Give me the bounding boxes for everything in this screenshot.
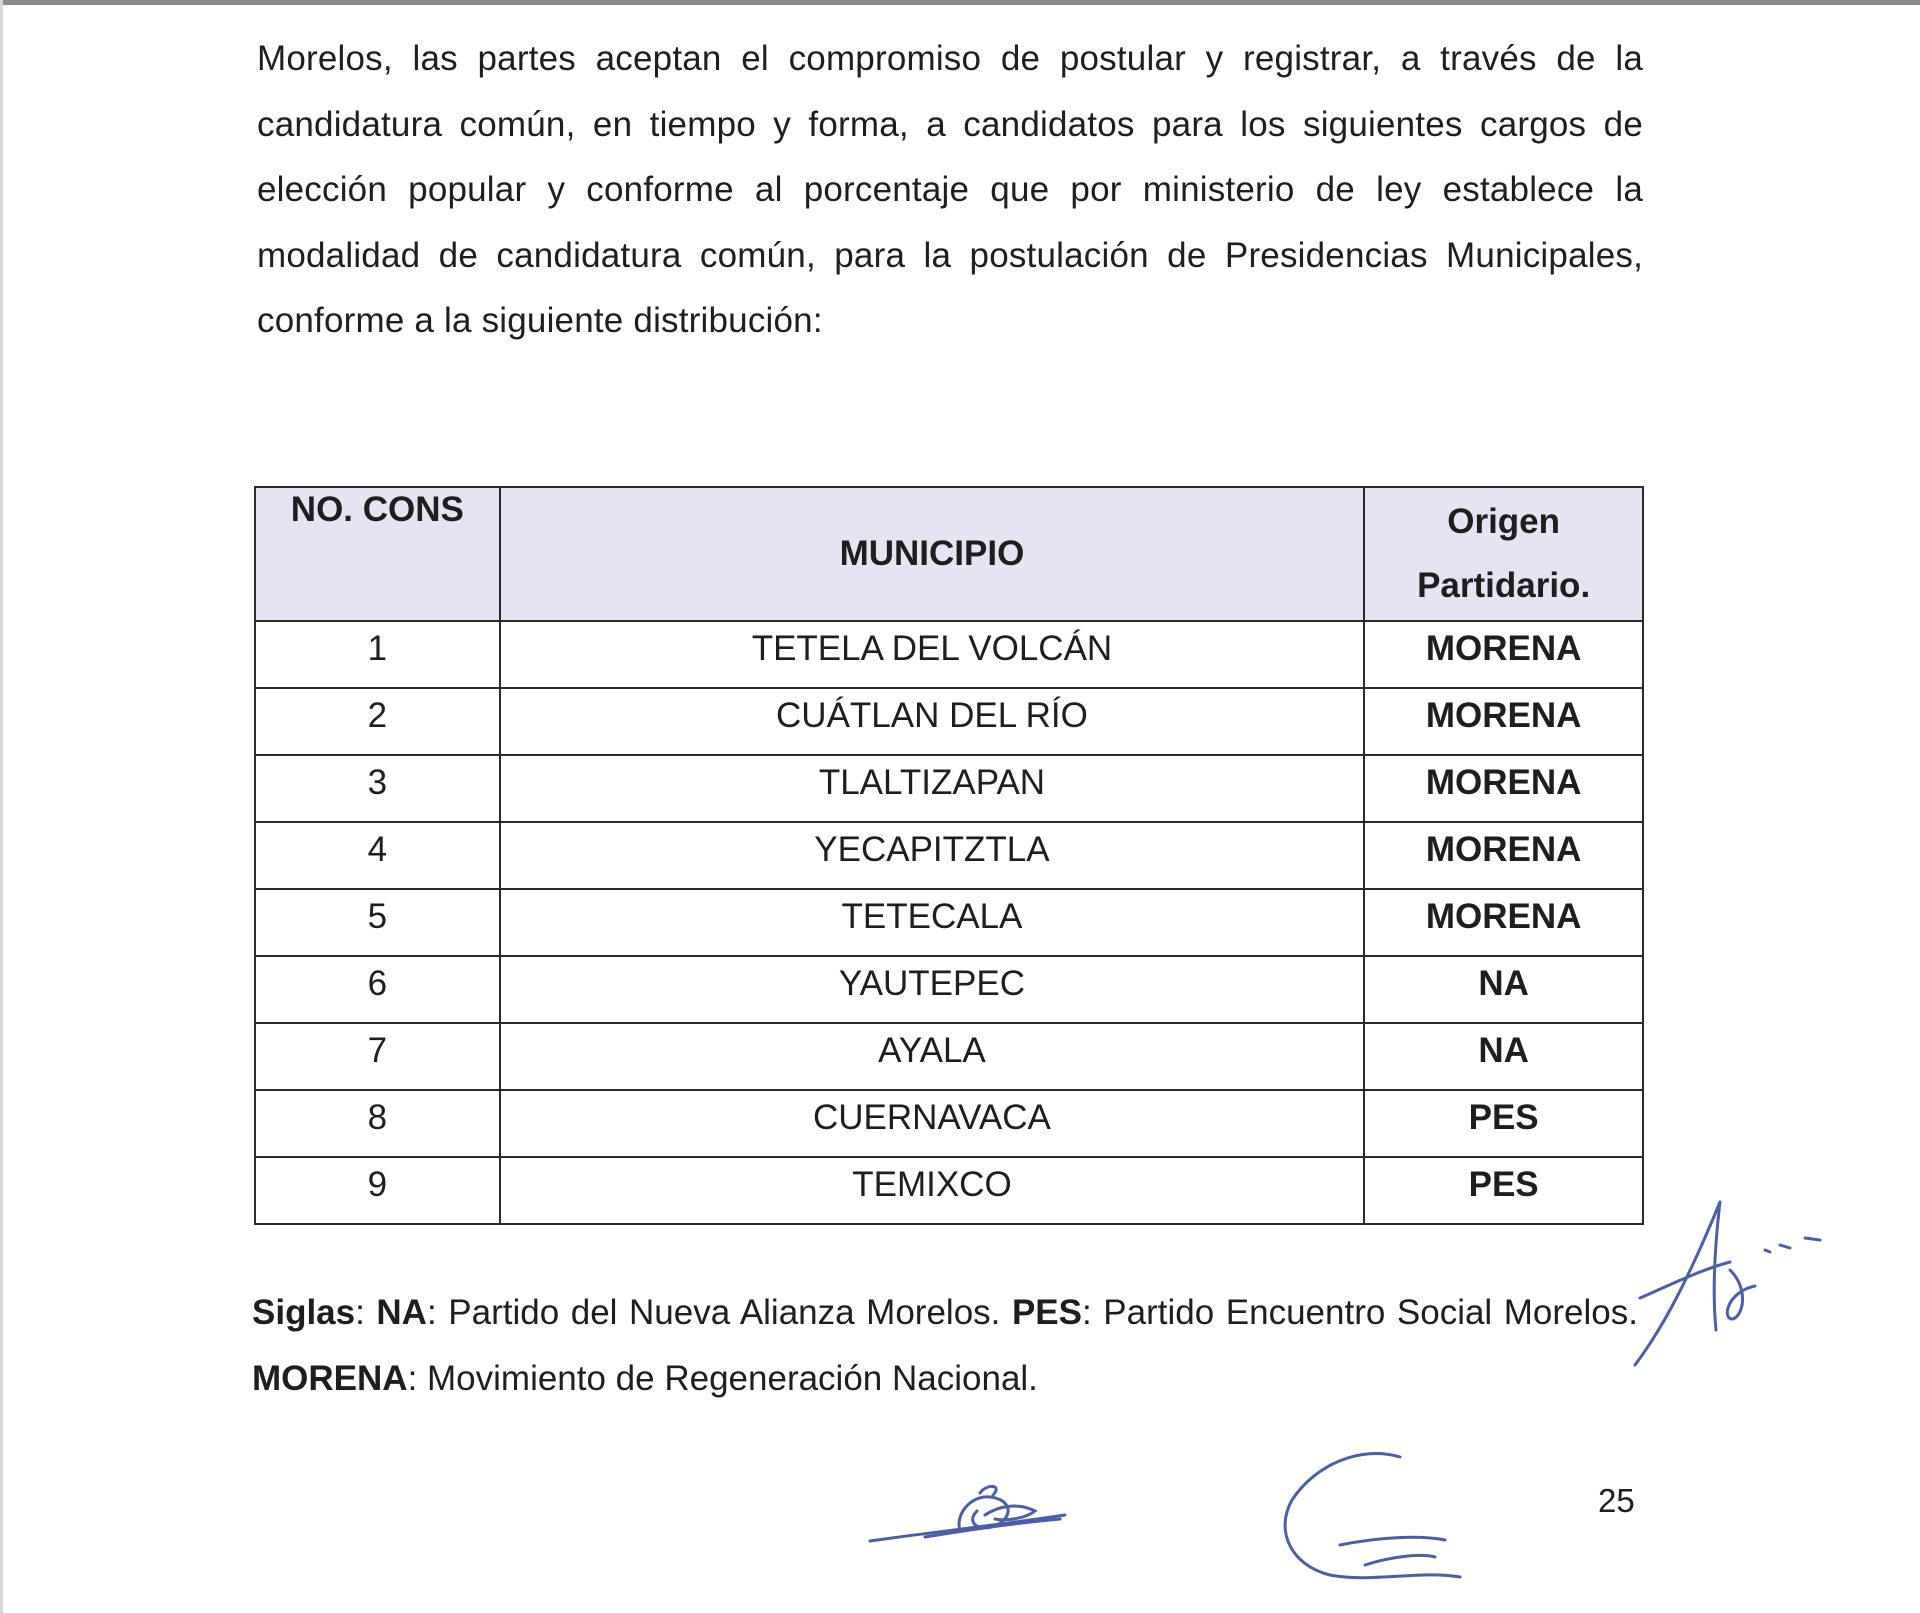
sigla-pes: PES: [1011, 1293, 1082, 1332]
sigla-morena-text: : Movimiento de Regeneración Nacional.: [407, 1358, 1038, 1398]
header-origen-partidario: [1364, 487, 1643, 621]
page-top-edge: [0, 0, 1920, 5]
cell-no: 9: [255, 1157, 500, 1224]
header-origen-line1: Origen: [1447, 502, 1561, 541]
sigla-morena: MORENA: [252, 1358, 408, 1398]
signature-right-margin: [1620, 1190, 1840, 1380]
cell-municipio: CUERNAVACA: [500, 1090, 1365, 1157]
cell-no: 2: [255, 688, 500, 755]
table-row: [255, 822, 1643, 889]
cell-municipio: TETELA DEL VOLCÁN: [500, 621, 1365, 688]
sigla-na-text: : Partido del Nueva Alianza Morelos.: [426, 1293, 1012, 1332]
table-row: [255, 621, 1643, 688]
table-row: [255, 889, 1643, 956]
table-row: [255, 1157, 1643, 1224]
table-row: [255, 688, 1643, 755]
cell-municipio: CUÁTLAN DEL RÍO: [500, 688, 1365, 755]
cell-origen: MORENA: [1364, 621, 1643, 688]
cell-no: 8: [255, 1090, 500, 1157]
cell-no: 4: [255, 822, 500, 889]
cell-municipio: TETECALA: [500, 889, 1365, 956]
cell-no: 7: [255, 1023, 500, 1090]
table-row: [255, 1090, 1643, 1157]
cell-municipio: YECAPITZTLA: [500, 822, 1365, 889]
header-origen-line2: Partidario.: [1417, 566, 1591, 605]
cell-origen: NA: [1364, 1023, 1643, 1090]
table-row: [255, 1023, 1643, 1090]
cell-no: 6: [255, 956, 500, 1023]
page-left-edge: [0, 0, 3, 1613]
cell-no: 3: [255, 755, 500, 822]
table-header-row: [255, 487, 1643, 621]
cell-origen: PES: [1364, 1157, 1643, 1224]
intro-paragraph: Morelos, las partes aceptan el compromiso de postular y registrar, a través de la candidatura común, en tiempo y forma, a candidatos para los siguientes cargos de elección popular y conforme al porcentaje que por ministerio de ley establece la modalidad de candidatura común, para la postulación de Presidencias Municipales, conforme a la siguiente distribución:: [257, 39, 1643, 340]
cell-municipio: AYALA: [500, 1023, 1365, 1090]
cell-origen: NA: [1364, 956, 1643, 1023]
signature-bottom-right: [1270, 1445, 1480, 1595]
cell-origen: PES: [1364, 1090, 1643, 1157]
cell-municipio: YAUTEPEC: [500, 956, 1365, 1023]
page-number: 25: [1598, 1482, 1635, 1519]
table-row: [255, 755, 1643, 822]
cell-origen: MORENA: [1364, 755, 1643, 822]
siglas-separator: :: [355, 1293, 377, 1332]
cell-no: 1: [255, 621, 500, 688]
siglas-note: [252, 1280, 1638, 1411]
cell-no: 5: [255, 889, 500, 956]
signature-bottom-left: [865, 1475, 1075, 1555]
sigla-pes-text: : Partido Encuentro Social Morelos.: [1082, 1293, 1638, 1332]
header-municipio: MUNICIPIO: [500, 487, 1365, 621]
distribution-table: [254, 486, 1644, 1225]
cell-origen: MORENA: [1364, 822, 1643, 889]
siglas-label: Siglas: [252, 1293, 356, 1332]
header-no-cons: NO. CONS: [255, 487, 500, 621]
cell-municipio: TEMIXCO: [500, 1157, 1365, 1224]
cell-municipio: TLALTIZAPAN: [500, 755, 1365, 822]
sigla-na: NA: [376, 1293, 427, 1332]
cell-origen: MORENA: [1364, 889, 1643, 956]
cell-origen: MORENA: [1364, 688, 1643, 755]
table-row: [255, 956, 1643, 1023]
